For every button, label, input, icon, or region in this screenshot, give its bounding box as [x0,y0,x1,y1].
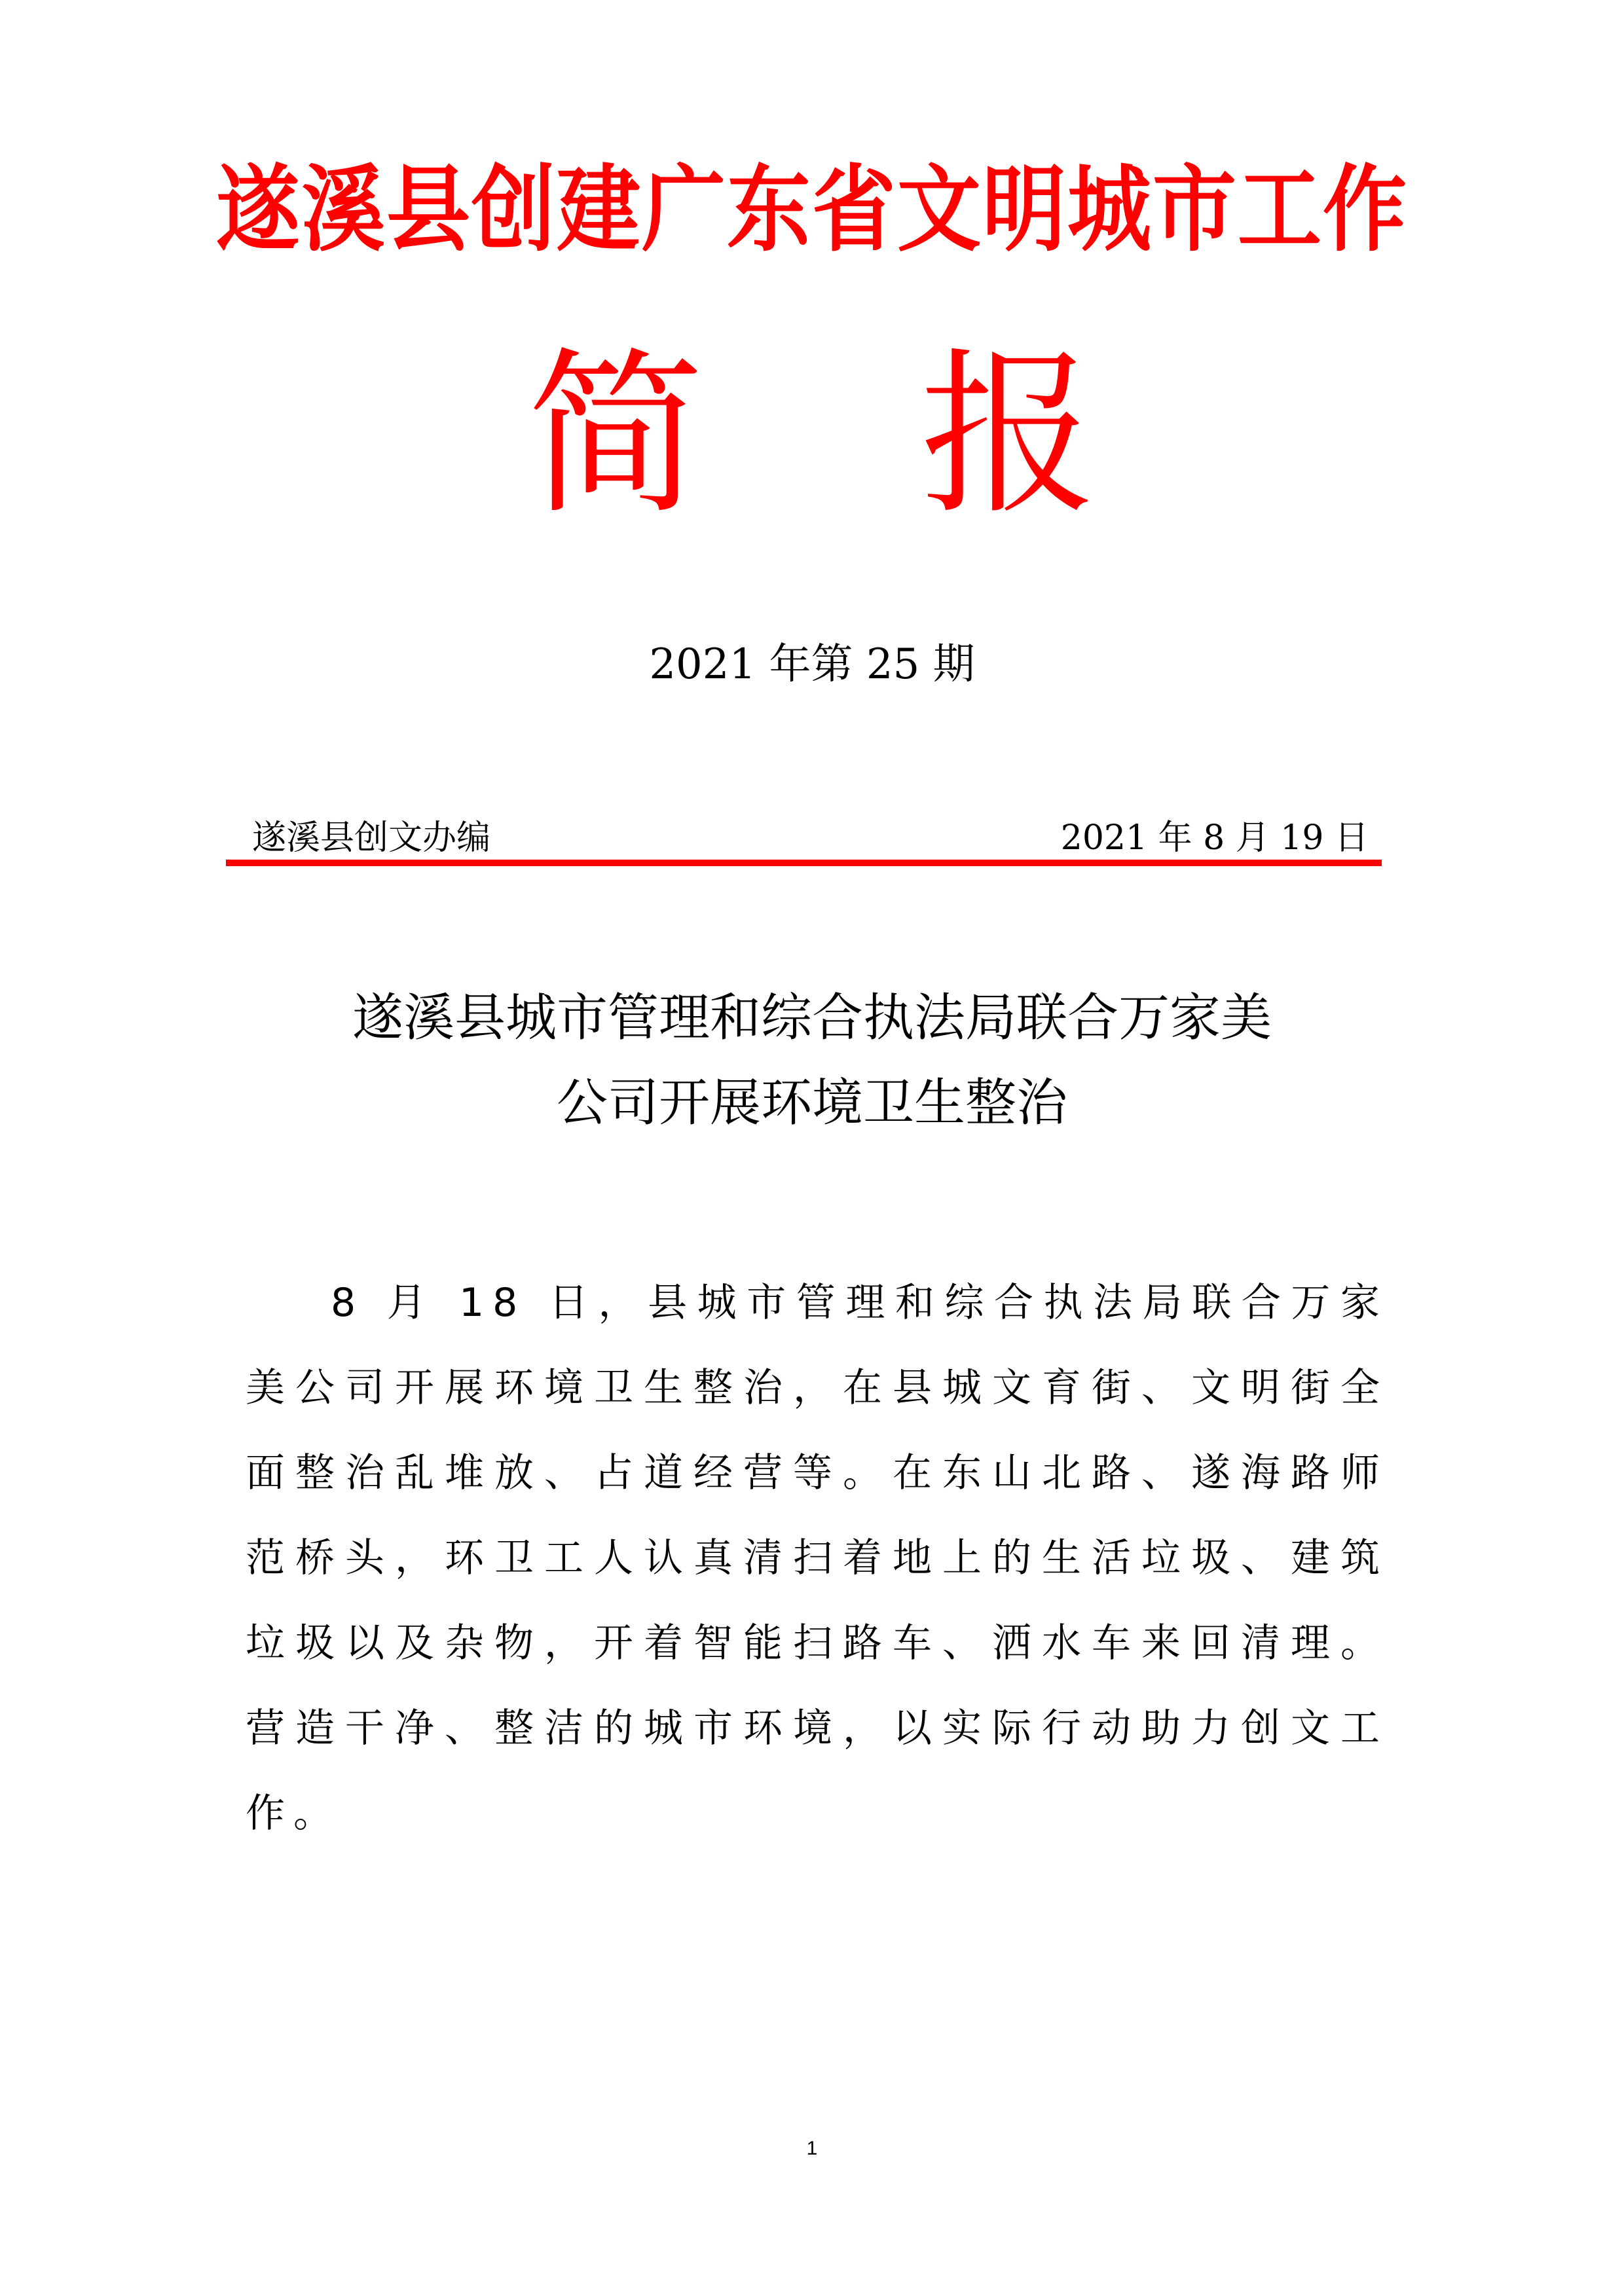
red-divider-rule [226,860,1382,866]
page-number: 1 [806,2138,818,2159]
brief-char-jian: 简 [527,332,704,538]
publish-date: 2021 年 8 月 19 日 [1060,818,1369,858]
editor-label: 遂溪县创文办编 [252,818,491,858]
issue-number: 2021 年第 25 期 [649,640,975,689]
article-headline [216,975,1408,1146]
masthead-brief-title [0,331,1624,540]
article-body [246,1260,1388,1856]
headline-line-2: 公司开展环境卫生整治 [556,1074,1067,1133]
brief-char-bao: 报 [920,332,1097,538]
masthead-title: 遂溪县创建广东省文明城市工作 [215,155,1408,265]
body-paragraph: 8 月 18 日，县城市管理和综合执法局联合万家美公司开展环境卫生整治，在县城文育街、文明街全面整治乱堆放、占道经营等。在东山北路、遂海路师范桥头，环卫工人认真清扫着地上的生活垃圾、建筑垃圾以及杂物，开着智能扫路车、洒水车来回清理。营造干净、整洁的城市环境，以实际行动助力创文工作。 [246,1280,1388,1836]
headline-line-1: 遂溪县城市管理和综合执法局联合万家美 [352,989,1272,1048]
